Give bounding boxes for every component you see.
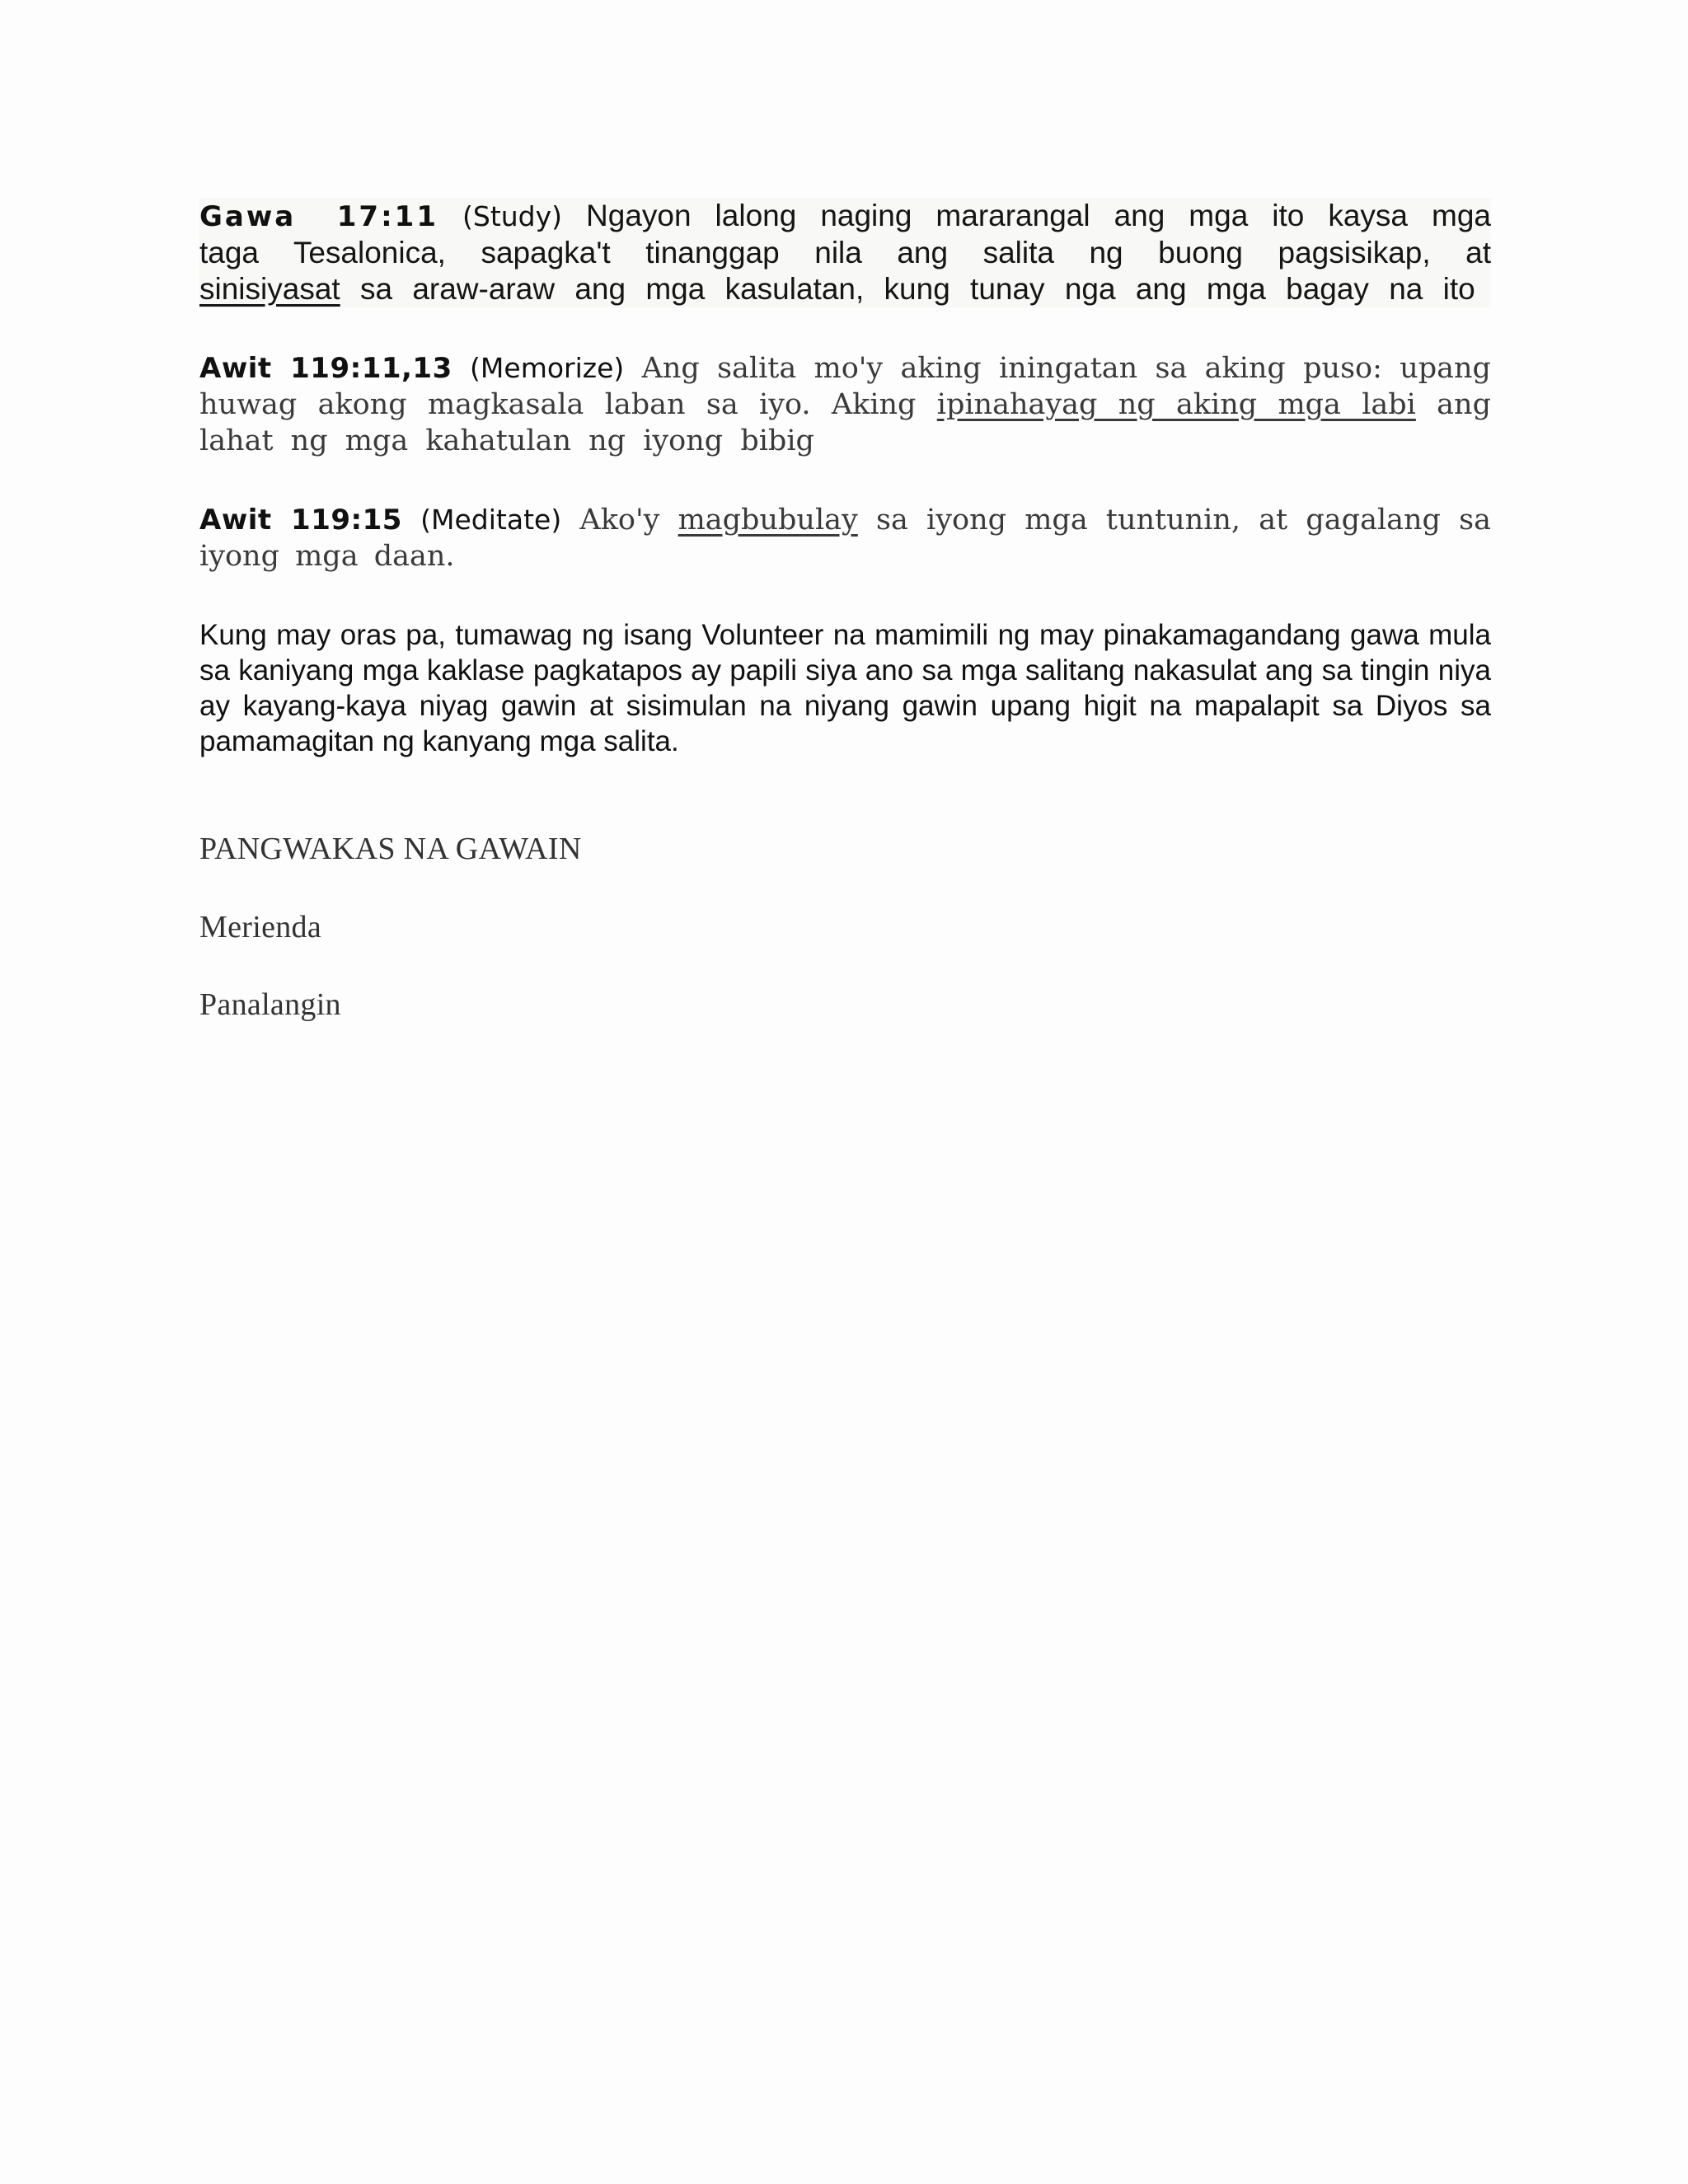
verse-label: (Study) <box>462 200 563 232</box>
verse-label: (Meditate) <box>420 504 562 536</box>
verse-gawa-17-11 <box>199 198 1491 307</box>
verse-awit-119-15 <box>199 502 1491 574</box>
verse-reference: Awit 119:15 <box>199 504 402 537</box>
verse-reference: Gawa 17:11 <box>199 200 438 233</box>
verse-label: (Memorize) <box>470 352 625 384</box>
verse-underlined-text: ipinahayag ng aking mga labi <box>936 388 1416 421</box>
closing-item-merienda: Merienda <box>199 910 321 944</box>
verse-text-end: sa iyong mga tuntunin, at gagalang sa iyong mga daan. <box>199 504 1491 573</box>
verse-awit-119-11-13 <box>199 350 1491 459</box>
instruction-paragraph: Kung may oras pa, tumawag ng isang Volunteer na mamimili ng may pinakamagandang gawa mula sa kaniyang mga kaklase pagkatapos ay papili siya ano sa mga salitang nakasulat ang sa tingin niya ay kayang-kaya niyag gawin at sisimulan na niyang gawin upang higit na mapalapit sa Diyos sa pamamagitan ng kanyang mga salita. <box>199 619 1491 757</box>
verse-text: Ako'y <box>579 504 678 537</box>
verse-text-end: sa araw-araw ang mga kasulatan, kung tunay nga ang mga bagay na ito <box>340 272 1475 306</box>
verse-text-end: ang lahat ng mga kahatulan ng iyong bibig <box>199 388 1491 457</box>
closing-heading: PANGWAKAS NA GAWAIN <box>199 832 582 866</box>
verse-reference: Awit 119:11,13 <box>199 352 452 385</box>
verse-text: Ang salita mo'y aking iningatan sa aking puso: upang huwag akong magkasala laban sa iyo. Aking <box>199 352 1491 421</box>
closing-item-panalangin: Panalangin <box>199 987 341 1022</box>
document-body <box>199 198 1491 759</box>
verse-underlined-text: sinisiyasat <box>199 272 340 306</box>
verse-underlined-text: magbubulay <box>678 504 858 537</box>
verse-text: Ngayon lalong naging mararangal ang mga ito kaysa mga taga Tesalonica, sapagka't tinanggap nila ang salita ng buong pagsisikap, at <box>199 199 1491 269</box>
